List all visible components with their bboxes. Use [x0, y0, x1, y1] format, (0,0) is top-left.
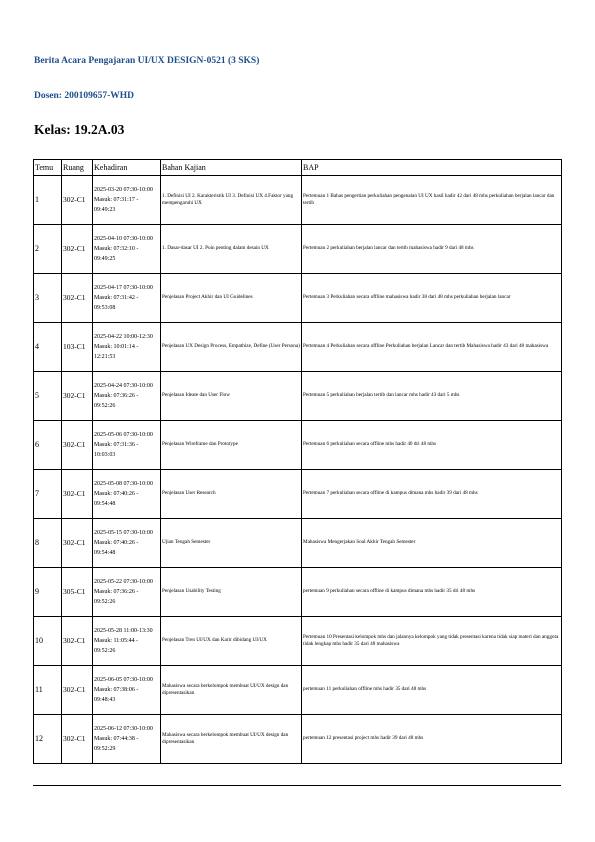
check-in-time: Masuk: 07:31:17 - 09:49:23 — [94, 196, 139, 214]
cell-ruang: 302-C1 — [62, 715, 93, 764]
cell-ruang: 302-C1 — [62, 421, 93, 470]
cell-temu: 2 — [34, 225, 62, 274]
cell-ruang: 302-C1 — [62, 470, 93, 519]
check-in-time: Masuk: 07:36:26 - 09:52:26 — [94, 588, 139, 606]
check-in-time: Masuk: 07:40:26 - 09:54:48 — [94, 539, 139, 557]
schedule-time: 2025-04-17 07:30-10:00 — [94, 284, 153, 291]
column-header-ruang: Ruang — [62, 160, 93, 176]
table-row — [34, 715, 562, 764]
cell-bahan-kajian: Penjelasan Usability Testing — [161, 568, 302, 617]
attendance-table — [33, 159, 562, 764]
cell-ruang: 302-C1 — [62, 225, 93, 274]
column-header-bahan-kajian: Bahan Kajian — [161, 160, 302, 176]
cell-temu: 4 — [34, 323, 62, 372]
cell-bahan-kajian: Ujian Tengah Semester — [161, 519, 302, 568]
column-header-temu: Temu — [34, 160, 62, 176]
schedule-time: 2025-04-10 07:30-10:00 — [94, 235, 153, 242]
cell-bap: pertemuan 11 perkuliahan offline mhs hadir 35 dari 48 mhs — [302, 666, 562, 715]
cell-temu: 10 — [34, 617, 62, 666]
table-row — [34, 519, 562, 568]
schedule-time: 2025-06-12 07:30-10:00 — [94, 725, 153, 732]
cell-ruang: 302-C1 — [62, 617, 93, 666]
cell-bahan-kajian: Penjelasan Ideate dan User Flow — [161, 372, 302, 421]
table-row — [34, 323, 562, 372]
cell-bap: Pertemuan 10 Presentasi kelompok mhs dan jalannya kelompok yang tidak presentasi karena tidak siap materi dan anggota tidak lengkap mhs hadir 35 dari 48 mahasiswa — [302, 617, 562, 666]
table-row — [34, 176, 562, 225]
cell-kehadiran — [93, 666, 161, 715]
cell-temu: 11 — [34, 666, 62, 715]
cell-ruang: 302-C1 — [62, 519, 93, 568]
page-bottom-rule — [33, 785, 561, 786]
cell-bahan-kajian: Penjelasan Project Akhir dan UI Guidelines — [161, 274, 302, 323]
cell-bap: pertemuan 12 presentasi project mhs hadir 39 dari 48 mhs — [302, 715, 562, 764]
schedule-time: 2025-04-24 07:30-10:00 — [94, 382, 153, 389]
cell-ruang: 302-C1 — [62, 274, 93, 323]
cell-kehadiran — [93, 225, 161, 274]
cell-bahan-kajian: Mahasiswa secara berkelompok membuat UI/UX design dan dipresentasikan — [161, 715, 302, 764]
document-title: Berita Acara Pengajaran UI/UX DESIGN-0521 (3 SKS) — [34, 56, 260, 66]
cell-temu: 3 — [34, 274, 62, 323]
cell-bap: Pertemuan 7 perkuliahan secara offline di kampus dimana mhs hadir 39 dari 48 mhs — [302, 470, 562, 519]
check-in-time: Masuk: 07:38:06 - 09:48:43 — [94, 686, 139, 704]
check-in-time: Masuk: 07:40:26 - 09:54:48 — [94, 490, 139, 508]
table-row — [34, 372, 562, 421]
table-header-row — [34, 160, 562, 176]
schedule-time: 2025-05-15 07:30-10:00 — [94, 529, 153, 536]
cell-ruang: 103-C1 — [62, 323, 93, 372]
cell-bap: Pertemuan 2 perkuliahan berjalan lancar dan tertib mahasiswa hadir 9 dari 48 mhs — [302, 225, 562, 274]
class-heading: Kelas: 19.2A.03 — [34, 122, 125, 137]
schedule-time: 2025-05-08 07:30-10:00 — [94, 480, 153, 487]
cell-temu: 8 — [34, 519, 62, 568]
cell-kehadiran — [93, 372, 161, 421]
cell-ruang: 302-C1 — [62, 666, 93, 715]
column-header-bap: BAP — [302, 160, 562, 176]
cell-kehadiran — [93, 519, 161, 568]
cell-kehadiran — [93, 715, 161, 764]
check-in-time: Masuk: 07:31:36 - 10:03:03 — [94, 441, 139, 459]
cell-kehadiran — [93, 274, 161, 323]
cell-bap: Mahasiswa Mengerjakan Soal Akhir Tengah Semester — [302, 519, 562, 568]
cell-kehadiran — [93, 470, 161, 519]
schedule-time: 2025-06-05 07:30-10:00 — [94, 676, 153, 683]
cell-kehadiran — [93, 176, 161, 225]
cell-bahan-kajian: Penjelasan Tren UI/UX dan Karir dibidang UI/UX — [161, 617, 302, 666]
cell-kehadiran — [93, 323, 161, 372]
cell-bap: Pertemuan 6 perkuliahan secara offline mhs hadir 40 dri 48 mhs — [302, 421, 562, 470]
schedule-time: 2025-04-22 10:00-12:30 — [94, 333, 153, 340]
table-row — [34, 617, 562, 666]
cell-bap: Pertemuan 4 Perkuliahan secara offline Perkuliahan berjalan Lancar dan tertib Mahasiswa hadir 43 dari 48 mahasiswa — [302, 323, 562, 372]
cell-bap: Pertemuan 5 perkuliahan berjalan tertib dan lancar mhs hadir 43 dari 5 mhs — [302, 372, 562, 421]
cell-bahan-kajian: Penjelasan UX Design Process, Empathize, Define (User Persona) — [161, 323, 302, 372]
table-row — [34, 470, 562, 519]
cell-ruang: 302-C1 — [62, 372, 93, 421]
cell-bap: pertemuan 9 perkuliahan secara offline di kampus dimana mhs hadir 35 dri 48 mhs — [302, 568, 562, 617]
check-in-time: Masuk: 07:36:26 - 09:52:26 — [94, 392, 139, 410]
cell-ruang: 305-C1 — [62, 568, 93, 617]
cell-bahan-kajian: 1. Dasar-dasar UI 2. Poin penting dalam desain UX — [161, 225, 302, 274]
cell-temu: 1 — [34, 176, 62, 225]
cell-temu: 7 — [34, 470, 62, 519]
cell-bahan-kajian: Mahasiswa secara berkelompok membuat UI/UX design dan dipresentasikan — [161, 666, 302, 715]
table-row — [34, 274, 562, 323]
check-in-time: Masuk: 07:44:38 - 09:52:29 — [94, 735, 139, 753]
schedule-time: 2025-05-22 07:30-10:00 — [94, 578, 153, 585]
table-row — [34, 568, 562, 617]
cell-kehadiran — [93, 617, 161, 666]
lecturer-line: Dosen: 200109657-WHD — [34, 91, 135, 101]
check-in-time: Masuk: 07:32:10 - 09:49:25 — [94, 245, 139, 263]
schedule-time: 2025-03-20 07:30-10:00 — [94, 186, 153, 193]
cell-bap: Pertemuan 3 Perkuliahan secara offline mahasiswa hadir 38 dari 48 mhs perkuliahan berjalan lancar — [302, 274, 562, 323]
cell-bahan-kajian: 1. Definisi UI 2. Karakteristik UI 3. Definisi UX 4.Faktor yang mempengaruhi UX — [161, 176, 302, 225]
cell-temu: 12 — [34, 715, 62, 764]
cell-bahan-kajian: Penjelasan User Research — [161, 470, 302, 519]
table-row — [34, 421, 562, 470]
cell-bahan-kajian: Penjelasan Wireframe dan Prototype — [161, 421, 302, 470]
table-row — [34, 666, 562, 715]
cell-ruang: 302-C1 — [62, 176, 93, 225]
cell-temu: 9 — [34, 568, 62, 617]
column-header-kehadiran: Kehadiran — [93, 160, 161, 176]
cell-bap: Pertemuan 1 Bahas pengertian perkuliahan pengenalan UI UX hasil hadir 42 dari 48 mhs perkuliahan berjalan lancar dan tertib — [302, 176, 562, 225]
schedule-time: 2025-05-06 07:30-10:00 — [94, 431, 153, 438]
cell-temu: 5 — [34, 372, 62, 421]
cell-kehadiran — [93, 421, 161, 470]
cell-kehadiran — [93, 568, 161, 617]
cell-temu: 6 — [34, 421, 62, 470]
table-row — [34, 225, 562, 274]
check-in-time: Masuk: 07:31:42 - 09:53:08 — [94, 294, 139, 312]
check-in-time: Masuk: 10:01:14 - 12:21:53 — [94, 343, 139, 361]
schedule-time: 2025-05-28 11:00-13:30 — [94, 627, 153, 634]
check-in-time: Masuk: 11:05:44 - 09:52:26 — [94, 637, 139, 655]
